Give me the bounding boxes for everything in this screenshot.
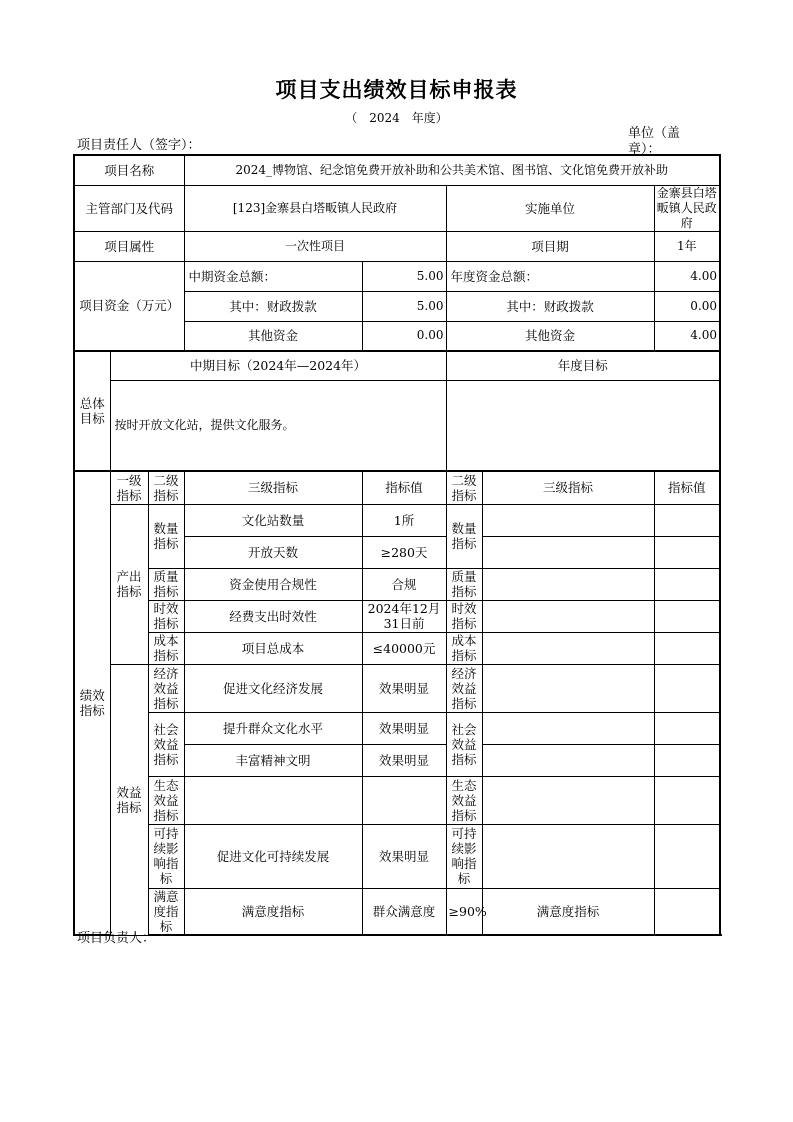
economic-indicator: 经济效益指标	[148, 664, 184, 712]
h-level1: 一级指标	[110, 471, 148, 504]
empty-cell	[654, 712, 720, 744]
mid-goal-header: 中期目标（2024年—2024年）	[110, 351, 446, 380]
empty-cell	[482, 776, 654, 824]
year-other-value: 4.00	[654, 321, 720, 351]
mid-other-value: 0.00	[362, 321, 446, 351]
cost-indicator-right: 成本指标	[446, 632, 482, 664]
h-level2: 二级指标	[148, 471, 184, 504]
empty-cell	[654, 664, 720, 712]
empty-cell	[482, 600, 654, 632]
table-row-quality-name: 资金使用合规性	[184, 568, 362, 600]
empty-cell	[654, 632, 720, 664]
overall-goal-label: 总体目标	[74, 351, 110, 471]
h-value-right: 指标值	[654, 471, 720, 504]
empty-cell	[482, 712, 654, 744]
quality-indicator-right: 质量指标	[446, 568, 482, 600]
empty-cell	[654, 504, 720, 536]
sustainable-indicator: 可持续影响指标	[148, 824, 184, 888]
table-row-economic-value: 效果明显	[362, 664, 446, 712]
project-period-label: 项目期	[446, 231, 654, 261]
unit-stamp-label: 单位（盖章）：	[628, 126, 681, 157]
sustainable-indicator-right: 可持续影响指标	[446, 824, 482, 888]
empty-cell	[654, 744, 720, 776]
dept-value: [123]金寨县白塔畈镇人民政府	[184, 185, 446, 231]
year-goal-header: 年度目标	[446, 351, 720, 380]
year-fiscal-label: 其中：财政拨款	[446, 291, 654, 321]
table-row-quality-value: 合规	[362, 568, 446, 600]
empty-cell	[482, 664, 654, 712]
ecological-indicator: 生态效益指标	[148, 776, 184, 824]
mid-fiscal-label: 其中：财政拨款	[184, 291, 362, 321]
table-row-economic-name: 促进文化经济发展	[184, 664, 362, 712]
mid-goal-text: 按时开放文化站，提供文化服务。	[110, 380, 446, 471]
economic-indicator-right: 经济效益指标	[446, 664, 482, 712]
mid-other-label: 其他资金	[184, 321, 362, 351]
performance-indicator-label: 绩效指标	[74, 471, 110, 935]
timeliness-indicator-right: 时效指标	[446, 600, 482, 632]
project-name-value: 2024_博物馆、纪念馆免费开放补助和公共美术馆、图书馆、文化馆免费开放补助	[184, 155, 720, 185]
table-row-sustainable-name: 促进文化可持续发展	[184, 824, 362, 888]
dept-label: 主管部门及代码	[74, 185, 184, 231]
mid-total-label: 中期资金总额：	[184, 261, 362, 291]
performance-goal-table	[73, 154, 721, 936]
empty-cell	[654, 600, 720, 632]
year-total-label: 年度资金总额：	[446, 261, 654, 291]
table-row-social1-value: 效果明显	[362, 712, 446, 744]
ecological-indicator-right: 生态效益指标	[446, 776, 482, 824]
quantity-indicator-right: 数量指标	[446, 504, 482, 568]
empty-cell	[482, 632, 654, 664]
h-value: 指标值	[362, 471, 446, 504]
h-level3: 三级指标	[184, 471, 362, 504]
footer-responsible-label: 项目负责人：	[77, 931, 156, 946]
impl-unit-label: 实施单位	[446, 185, 654, 231]
table-row-timeliness-value: 2024年12月31日前	[362, 600, 446, 632]
empty-cell	[482, 824, 654, 888]
empty-cell	[654, 824, 720, 888]
table-row-cost-value: ≤40000元	[362, 632, 446, 664]
year-total-value: 4.00	[654, 261, 720, 291]
table-row-satisfaction-value: ≥90%	[446, 888, 482, 935]
empty-cell	[482, 744, 654, 776]
table-row-social1-name: 提升群众文化水平	[184, 712, 362, 744]
quantity-indicator: 数量指标	[148, 504, 184, 568]
empty-cell	[184, 776, 362, 824]
year-other-label: 其他资金	[446, 321, 654, 351]
project-period-value: 1年	[654, 231, 720, 261]
satisfaction-level2-right: 满意度指标	[482, 888, 654, 935]
year-goal-text	[446, 380, 720, 471]
empty-cell	[654, 888, 720, 935]
mid-fiscal-value: 5.00	[362, 291, 446, 321]
table-row-satisfaction-name: 群众满意度	[362, 888, 446, 935]
h-level2-right: 二级指标	[446, 471, 482, 504]
table-row-q1-name: 文化站数量	[184, 504, 362, 536]
table-row-q2-value: ≥280天	[362, 536, 446, 568]
table-row-q2-name: 开放天数	[184, 536, 362, 568]
table-row-q1-value: 1所	[362, 504, 446, 536]
h-level3-right: 三级指标	[482, 471, 654, 504]
table-row-social2-value: 效果明显	[362, 744, 446, 776]
empty-cell	[654, 776, 720, 824]
empty-cell	[482, 568, 654, 600]
social-indicator: 社会效益指标	[148, 712, 184, 776]
table-row-sustainable-value: 效果明显	[362, 824, 446, 888]
timeliness-indicator: 时效指标	[148, 600, 184, 632]
responsible-person-label: 项目责任人（签字）：	[77, 138, 201, 153]
mid-total-value: 5.00	[362, 261, 446, 291]
cost-indicator: 成本指标	[148, 632, 184, 664]
year-fiscal-value: 0.00	[654, 291, 720, 321]
empty-cell	[654, 536, 720, 568]
funds-label: 项目资金（万元）	[74, 261, 184, 351]
empty-cell	[482, 536, 654, 568]
satisfaction-level2: 满意度指标	[184, 888, 362, 935]
project-name-label: 项目名称	[74, 155, 184, 185]
empty-cell	[482, 504, 654, 536]
output-indicator: 产出指标	[110, 504, 148, 664]
effect-indicator: 效益指标	[110, 664, 148, 935]
social-indicator-right: 社会效益指标	[446, 712, 482, 776]
year-line: （ 2024 年度）	[345, 111, 448, 125]
project-attr-value: 一次性项目	[184, 231, 446, 261]
project-attr-label: 项目属性	[74, 231, 184, 261]
table-row-social2-name: 丰富精神文明	[184, 744, 362, 776]
satisfaction-indicator: 满意度指标	[148, 888, 184, 935]
quality-indicator: 质量指标	[148, 568, 184, 600]
impl-unit-value: 金寨县白塔畈镇人民政府	[654, 185, 720, 231]
empty-cell	[654, 568, 720, 600]
empty-cell	[362, 776, 446, 824]
page-title: 项目支出绩效目标申报表	[275, 78, 518, 102]
table-row-cost-name: 项目总成本	[184, 632, 362, 664]
table-row-timeliness-name: 经费支出时效性	[184, 600, 362, 632]
